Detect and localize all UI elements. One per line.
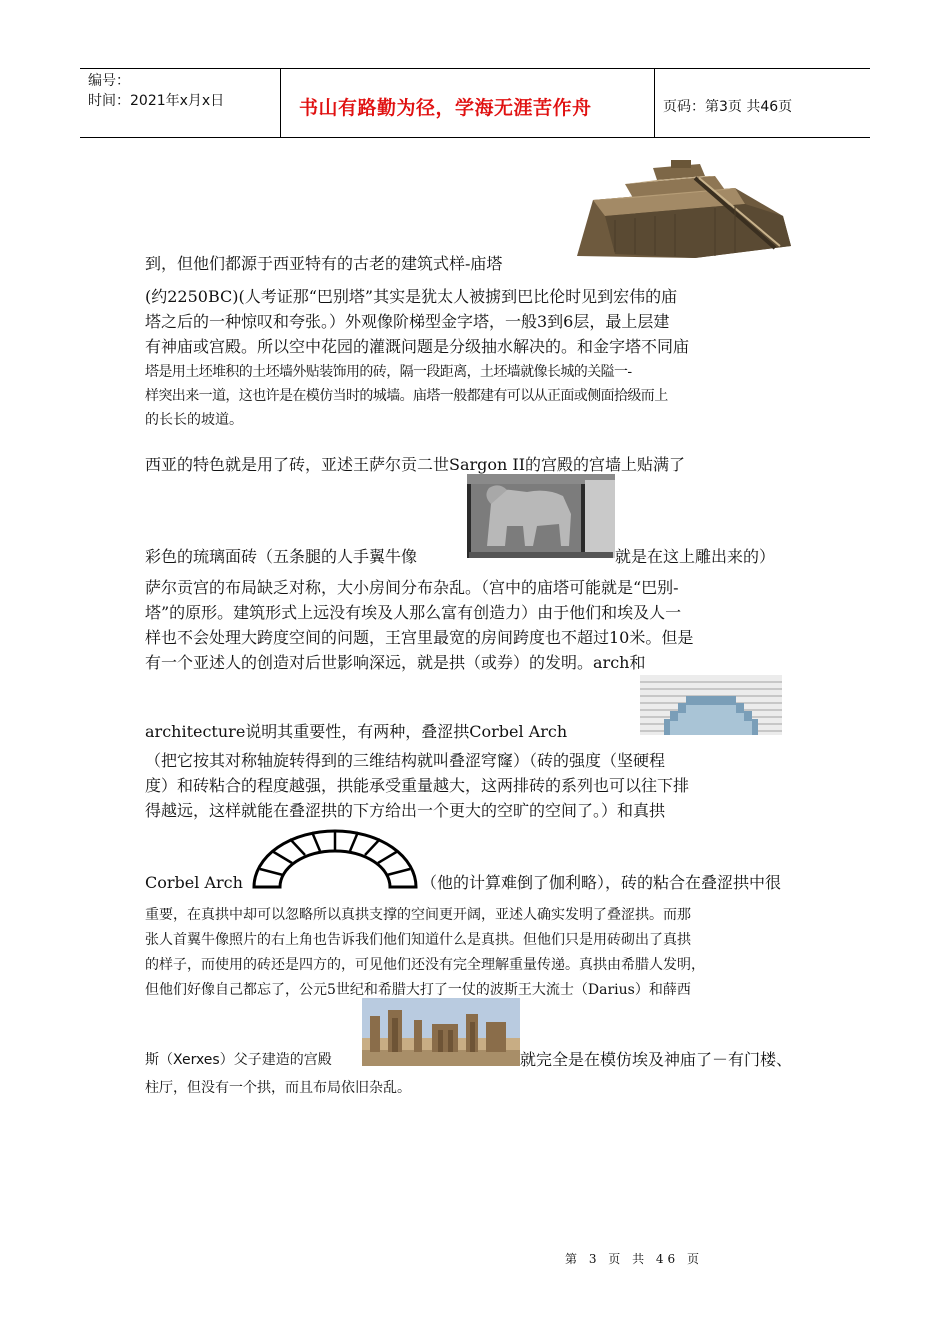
text-line: 样也不会处理大跨度空间的问题，王宫里最宽的房间跨度也不超过10米。但是 xyxy=(145,628,694,647)
text-line: 但他们好像自己都忘了，公元5世纪和希腊大打了一仗的波斯王大流士（Darius）和薛西 xyxy=(145,982,691,998)
text-line: 有神庙或宫殿。所以空中花园的灌溉问题是分级抽水解决的。和金字塔不同庙 xyxy=(145,337,690,356)
text-line: 就完全是在模仿埃及神庙了－有门楼、 xyxy=(520,1050,793,1069)
text-line: （他的计算难倒了伽利略），砖的粘合在叠涩拱中很 xyxy=(421,873,782,892)
text-line: 到，但他们都源于西亚特有的古老的建筑式样-庙塔 xyxy=(145,254,503,273)
text-line: 度）和砖粘合的程度越强，拱能承受重量越大，这两排砖的系列也可以往下排 xyxy=(145,776,690,795)
text-line: 得越远，这样就能在叠涩拱的下方给出一个更大的空旷的空间了。）和真拱 xyxy=(145,801,666,820)
text-line: 的样子，而使用的砖还是四方的，可见他们还没有完全理解重量传递。真拱由希腊人发明， xyxy=(145,957,705,973)
text-line: （把它按其对称轴旋转得到的三维结构就叫叠涩穹窿）（砖的强度（坚硬程 xyxy=(145,751,666,770)
text-line: 塔”的原形。建筑形式上远没有埃及人那么富有创造力）由于他们和埃及人一 xyxy=(145,603,682,622)
lamassu-image xyxy=(467,474,615,558)
text-line: 萨尔贡宫的布局缺乏对称，大小房间分布杂乱。（宫中的庙塔可能就是“巴别- xyxy=(145,578,679,597)
page-label: 页码：第3页 共46页 xyxy=(663,99,793,115)
corbel-arch-image xyxy=(640,675,782,735)
header-page-cell xyxy=(655,69,870,137)
motto: 书山有路勤为径，学海无涯苦作舟 xyxy=(299,97,592,119)
text-line: 的长长的坡道。 xyxy=(145,412,243,428)
text-line: architecture说明其重要性，有两种，叠涩拱Corbel Arch xyxy=(145,722,568,741)
text-line: 彩色的琉璃面砖（五条腿的人手翼牛像 xyxy=(145,547,418,566)
number-label: 编号： xyxy=(88,73,130,89)
ziggurat-image xyxy=(575,158,795,260)
text-line: 张人首翼牛像照片的右上角也告诉我们他们知道什么是真拱。但他们只是用砖砌出了真拱 xyxy=(145,932,691,948)
persepolis-image xyxy=(362,998,520,1066)
page-header xyxy=(80,68,870,138)
text-line: 柱厅，但没有一个拱，而且布局依旧杂乱。 xyxy=(145,1080,411,1096)
text-line: 塔之后的一种惊叹和夸张。）外观像阶梯型金字塔，一般3到6层，最上层建 xyxy=(145,312,670,331)
text-line: 有一个亚述人的创造对后世影响深远，就是拱（或券）的发明。arch和 xyxy=(145,653,646,672)
text-line: 斯（Xerxes）父子建造的宫殿 xyxy=(145,1052,332,1068)
header-info-cell xyxy=(80,69,281,137)
text-line: 就是在这上雕出来的） xyxy=(615,547,776,566)
page-footer: 第 3 页 共 46 页 xyxy=(565,1252,703,1266)
true-arch-image xyxy=(250,829,420,889)
header-motto-cell xyxy=(281,69,655,137)
text-line: 塔是用土坯堆积的土坯墙外贴装饰用的砖，隔一段距离，土坯墙就像长城的关隘一- xyxy=(145,364,632,380)
text-line: 样突出来一道，这也许是在模仿当时的城墙。庙塔一般都建有可以从正面或侧面拾级而上 xyxy=(145,388,668,404)
text-line: 重要，在真拱中却可以忽略所以真拱支撑的空间更开阔，亚述人确实发明了叠涩拱。而那 xyxy=(145,907,691,923)
text-line: (约2250BC)(人考证那“巴别塔”其实是犹太人被掳到巴比伦时见到宏伟的庙 xyxy=(145,287,678,306)
text-line: Corbel Arch xyxy=(145,873,243,892)
text-line: 西亚的特色就是用了砖，亚述王萨尔贡二世Sargon II的宫殿的宫墙上贴满了 xyxy=(145,455,686,474)
time-label: 时间：2021年x月x日 xyxy=(88,93,225,109)
